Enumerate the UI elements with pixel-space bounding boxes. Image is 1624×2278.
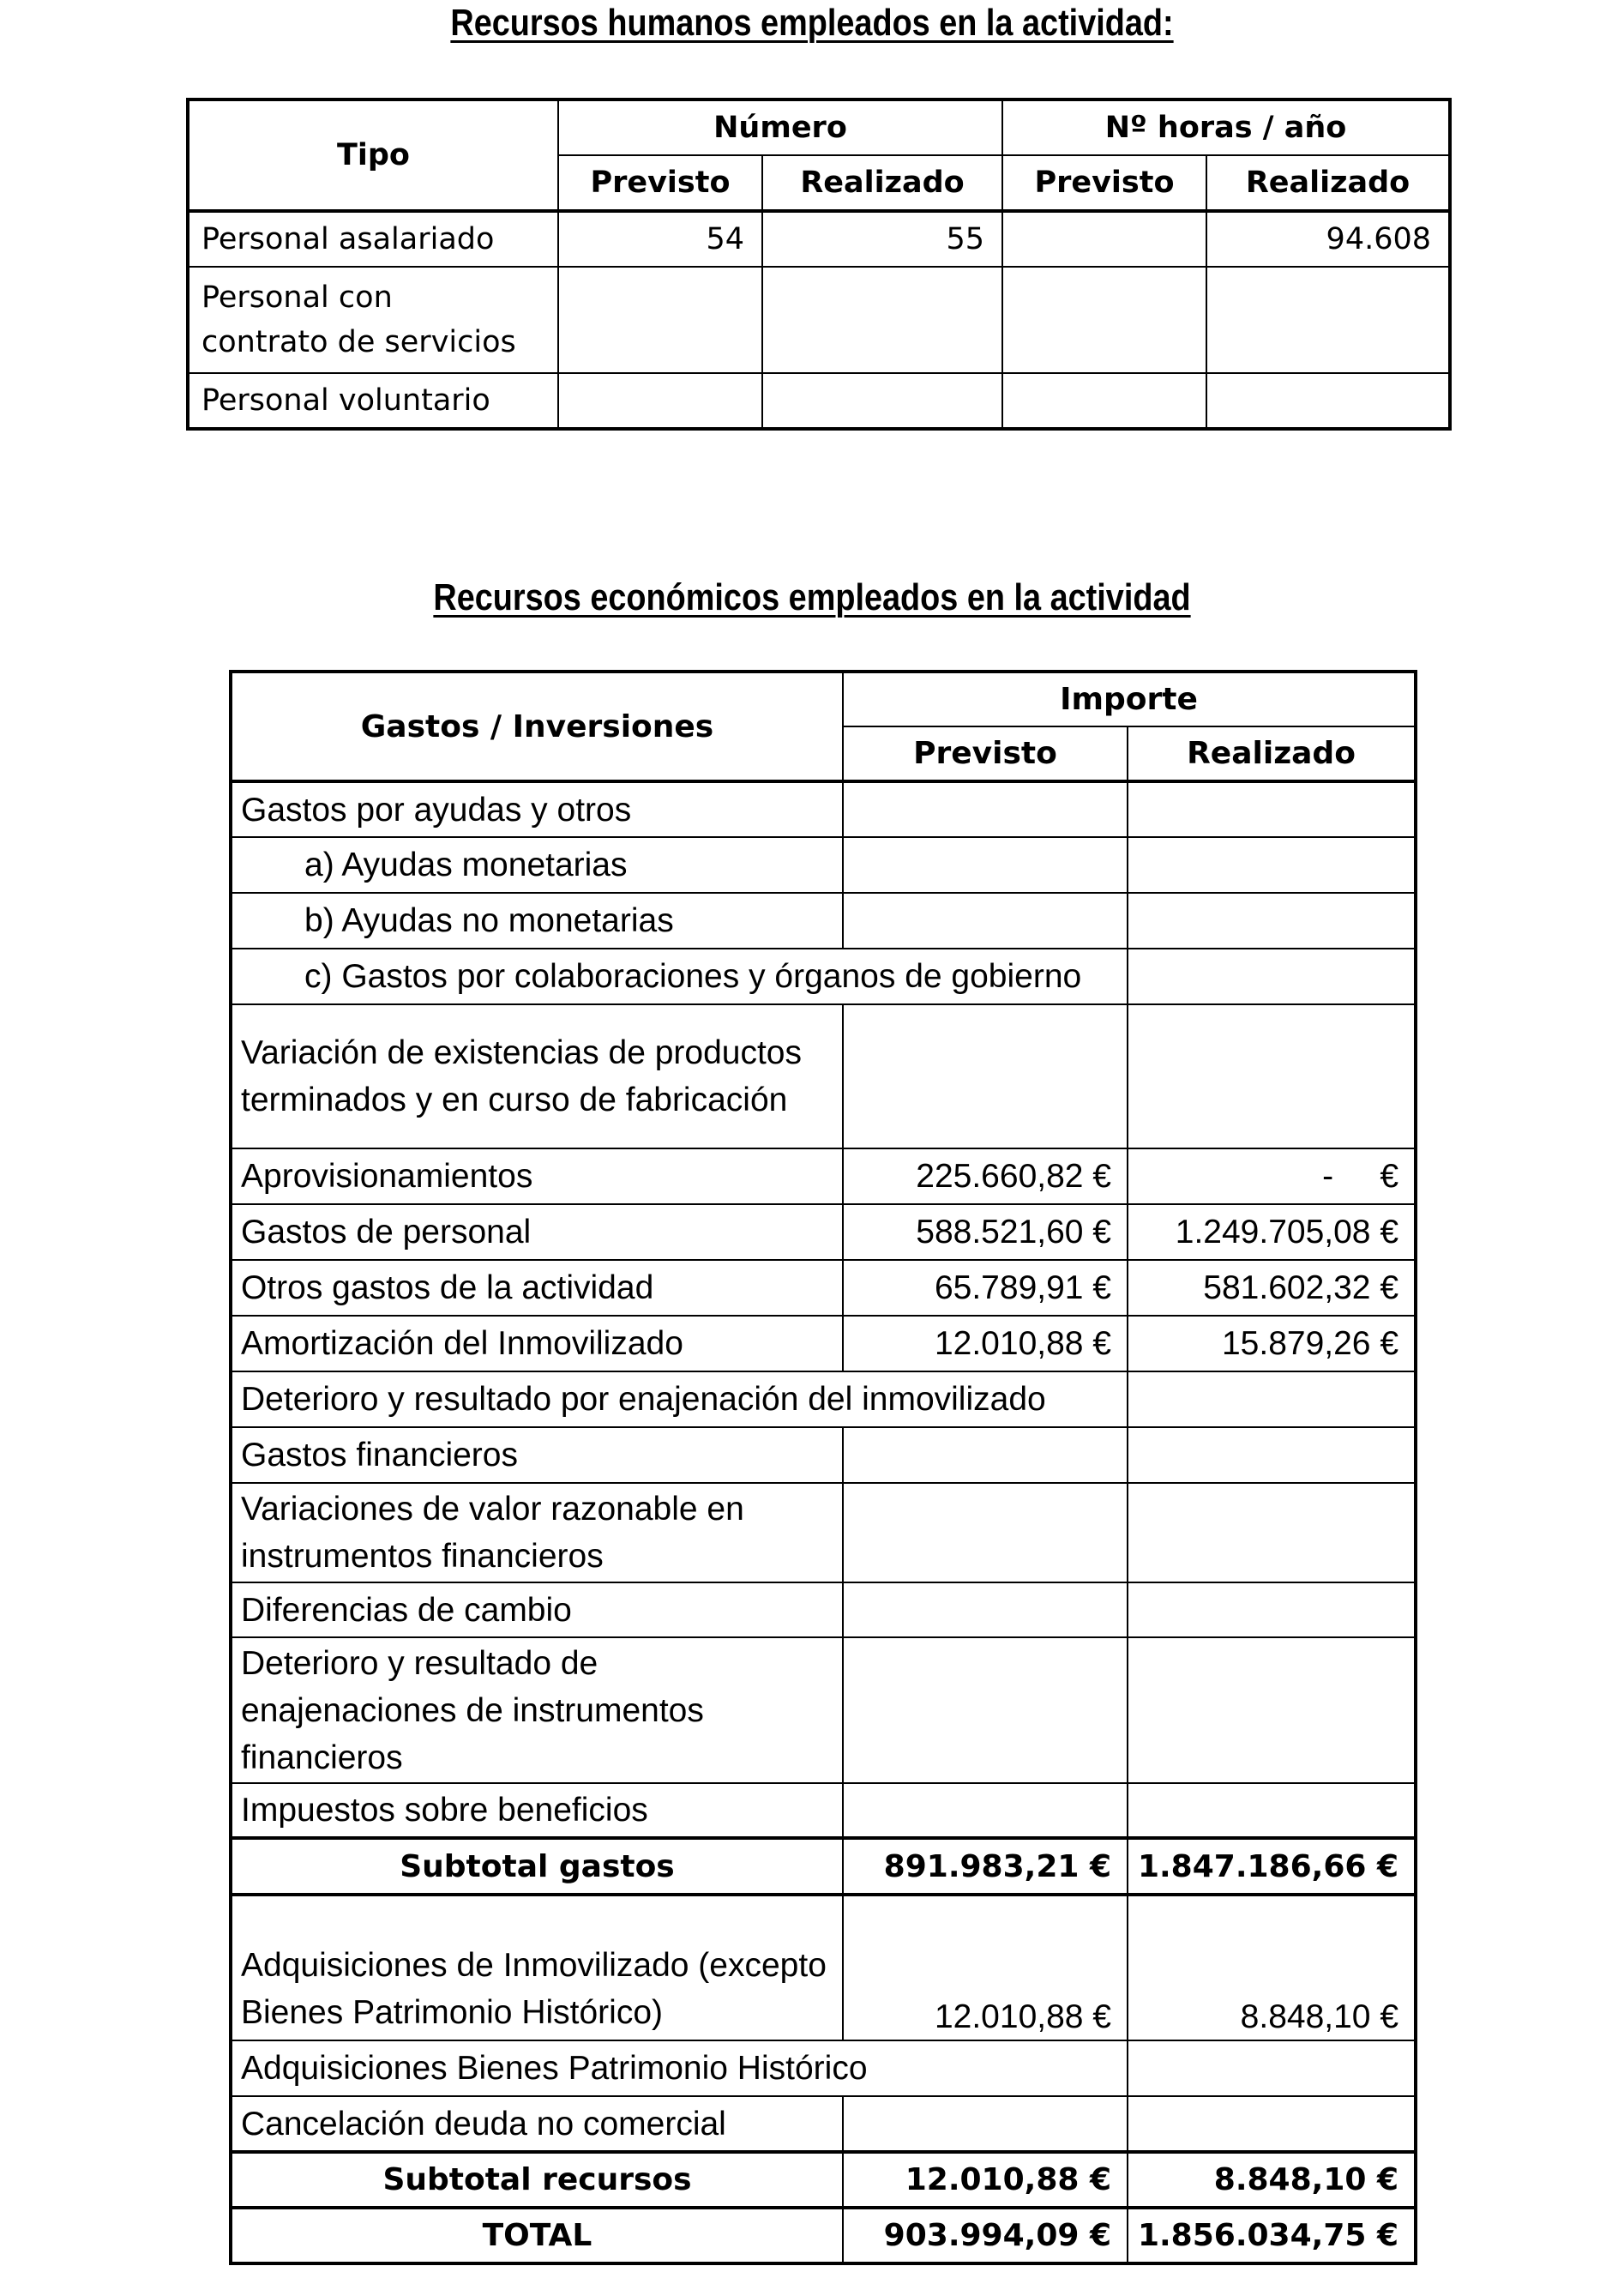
cell-previsto: 588.521,60 € (843, 1204, 1128, 1260)
header-horas-realizado: Realizado (1206, 155, 1450, 211)
row-label: Amortización del Inmovilizado (231, 1316, 843, 1371)
table-row (231, 1895, 1416, 2040)
subtotal-recursos-row (231, 2152, 1416, 2208)
table-row (188, 373, 1450, 429)
header-numero-realizado: Realizado (762, 155, 1002, 211)
table-row (231, 2096, 1416, 2152)
row-label: Deterioro y resultado de enajenaciones de instrumentos financieros (231, 1637, 843, 1783)
cell-previsto: 12.010,88 € (843, 1895, 1128, 2040)
total-previsto: 903.994,09 € (843, 2208, 1128, 2263)
subtotal-recursos-realizado: 8.848,10 € (1128, 2152, 1416, 2208)
cell-previsto (843, 1427, 1128, 1483)
human-resources-table (186, 98, 1452, 431)
cell-horas-previsto (1002, 267, 1206, 373)
cell-num-realizado: 55 (762, 211, 1002, 267)
cell-num-previsto: 54 (558, 211, 762, 267)
header-previsto: Previsto (843, 726, 1128, 781)
row-label: Variación de existencias de productos terminados y en curso de fabricación (231, 1004, 843, 1148)
row-label: Adquisiciones Bienes Patrimonio Histórico (231, 2040, 843, 2096)
cell-previsto (843, 781, 1128, 837)
cell-realizado (1128, 837, 1416, 893)
cell-realizado: 1.249.705,08 € (1128, 1204, 1416, 1260)
cell-realizado (1128, 1004, 1416, 1148)
row-label: a) Ayudas monetarias (231, 837, 843, 893)
cell-horas-previsto (1002, 373, 1206, 429)
table-row (231, 1004, 1416, 1148)
cell-num-previsto (558, 373, 762, 429)
cell-previsto (843, 1637, 1128, 1783)
cell-previsto: 12.010,88 € (843, 1316, 1128, 1371)
row-label: Cancelación deuda no comercial (231, 2096, 843, 2152)
cell-horas-realizado (1206, 267, 1450, 373)
header-numero-previsto: Previsto (558, 155, 762, 211)
subtotal-gastos-realizado: 1.847.186,66 € (1128, 1838, 1416, 1895)
cell-realizado (1128, 949, 1416, 1004)
cell-realizado (1128, 1483, 1416, 1582)
table-row (231, 1371, 1416, 1427)
row-label: b) Ayudas no monetarias (231, 893, 843, 949)
economic-resources-title: Recursos económicos empleados en la actividad (433, 576, 1191, 618)
table-row (231, 837, 1416, 893)
cell-num-realizado (762, 373, 1002, 429)
total-realizado: 1.856.034,75 € (1128, 2208, 1416, 2263)
table-row (231, 1316, 1416, 1371)
row-label: Personal con contrato de servicios (188, 267, 558, 373)
subtotal-recursos-previsto: 12.010,88 € (843, 2152, 1128, 2208)
cell-horas-realizado (1206, 373, 1450, 429)
row-label: c) Gastos por colaboraciones y órganos de gobierno (231, 949, 843, 1004)
cell-realizado (1128, 1582, 1416, 1637)
cell-horas-previsto (1002, 211, 1206, 267)
subtotal-gastos-previsto: 891.983,21 € (843, 1838, 1128, 1895)
row-label: Personal asalariado (188, 211, 558, 267)
row-label: Impuestos sobre beneficios (231, 1783, 843, 1838)
header-gastos: Gastos / Inversiones (231, 672, 843, 781)
cell-realizado: 8.848,10 € (1128, 1895, 1416, 2040)
row-label: Gastos financieros (231, 1427, 843, 1483)
cell-realizado (1128, 2096, 1416, 2152)
row-label: Adquisiciones de Inmovilizado (excepto Bienes Patrimonio Histórico) (231, 1895, 843, 2040)
subtotal-gastos-row (231, 1838, 1416, 1895)
cell-num-realizado (762, 267, 1002, 373)
row-label: Gastos por ayudas y otros (231, 781, 843, 837)
table-row (231, 1204, 1416, 1260)
cell-realizado: 15.879,26 € (1128, 1316, 1416, 1371)
cell-previsto (843, 893, 1128, 949)
table-row (231, 1427, 1416, 1483)
header-importe: Importe (843, 672, 1416, 726)
cell-realizado (1128, 1783, 1416, 1838)
row-label: Aprovisionamientos (231, 1148, 843, 1204)
cell-num-previsto (558, 267, 762, 373)
table-row (231, 893, 1416, 949)
cell-realizado (1128, 781, 1416, 837)
row-label: Variaciones de valor razonable en instrumentos financieros (231, 1483, 843, 1582)
row-label: Personal voluntario (188, 373, 558, 429)
cell-previsto (843, 1483, 1128, 1582)
human-resources-title: Recursos humanos empleados en la actividad: (450, 2, 1174, 44)
cell-previsto (843, 1004, 1128, 1148)
cell-previsto (843, 837, 1128, 893)
total-label: TOTAL (231, 2208, 843, 2263)
cell-previsto (843, 1582, 1128, 1637)
table-row (231, 1148, 1416, 1204)
header-realizado: Realizado (1128, 726, 1416, 781)
cell-previsto (843, 1783, 1128, 1838)
economic-resources-table (229, 670, 1417, 2265)
table-row (231, 1637, 1416, 1783)
cell-realizado (1128, 2040, 1416, 2096)
row-label: Diferencias de cambio (231, 1582, 843, 1637)
table-row (231, 781, 1416, 837)
cell-realizado: 581.602,32 € (1128, 1260, 1416, 1316)
cell-previsto (843, 2096, 1128, 2152)
cell-realizado (1128, 1427, 1416, 1483)
header-horas-previsto: Previsto (1002, 155, 1206, 211)
row-label: Otros gastos de la actividad (231, 1260, 843, 1316)
table-row (231, 1582, 1416, 1637)
table-row (188, 211, 1450, 267)
table-row (231, 1260, 1416, 1316)
cell-previsto: 65.789,91 € (843, 1260, 1128, 1316)
cell-realizado (1128, 1637, 1416, 1783)
header-numero: Número (558, 99, 1002, 155)
cell-realizado (1128, 1371, 1416, 1427)
cell-previsto (843, 2040, 1128, 2096)
header-tipo: Tipo (188, 99, 558, 211)
cell-realizado (1128, 893, 1416, 949)
table-row (231, 2040, 1416, 2096)
table-row (231, 949, 1416, 1004)
row-label: Deterioro y resultado por enajenación del inmovilizado (231, 1371, 843, 1427)
table-row (231, 1483, 1416, 1582)
cell-horas-realizado: 94.608 (1206, 211, 1450, 267)
cell-previsto: 225.660,82 € (843, 1148, 1128, 1204)
subtotal-gastos-label: Subtotal gastos (231, 1838, 843, 1895)
row-label: Gastos de personal (231, 1204, 843, 1260)
table-row (188, 267, 1450, 373)
header-horas: Nº horas / año (1002, 99, 1450, 155)
subtotal-recursos-label: Subtotal recursos (231, 2152, 843, 2208)
cell-realizado: - € (1128, 1148, 1416, 1204)
total-row (231, 2208, 1416, 2263)
table-row (231, 1783, 1416, 1838)
